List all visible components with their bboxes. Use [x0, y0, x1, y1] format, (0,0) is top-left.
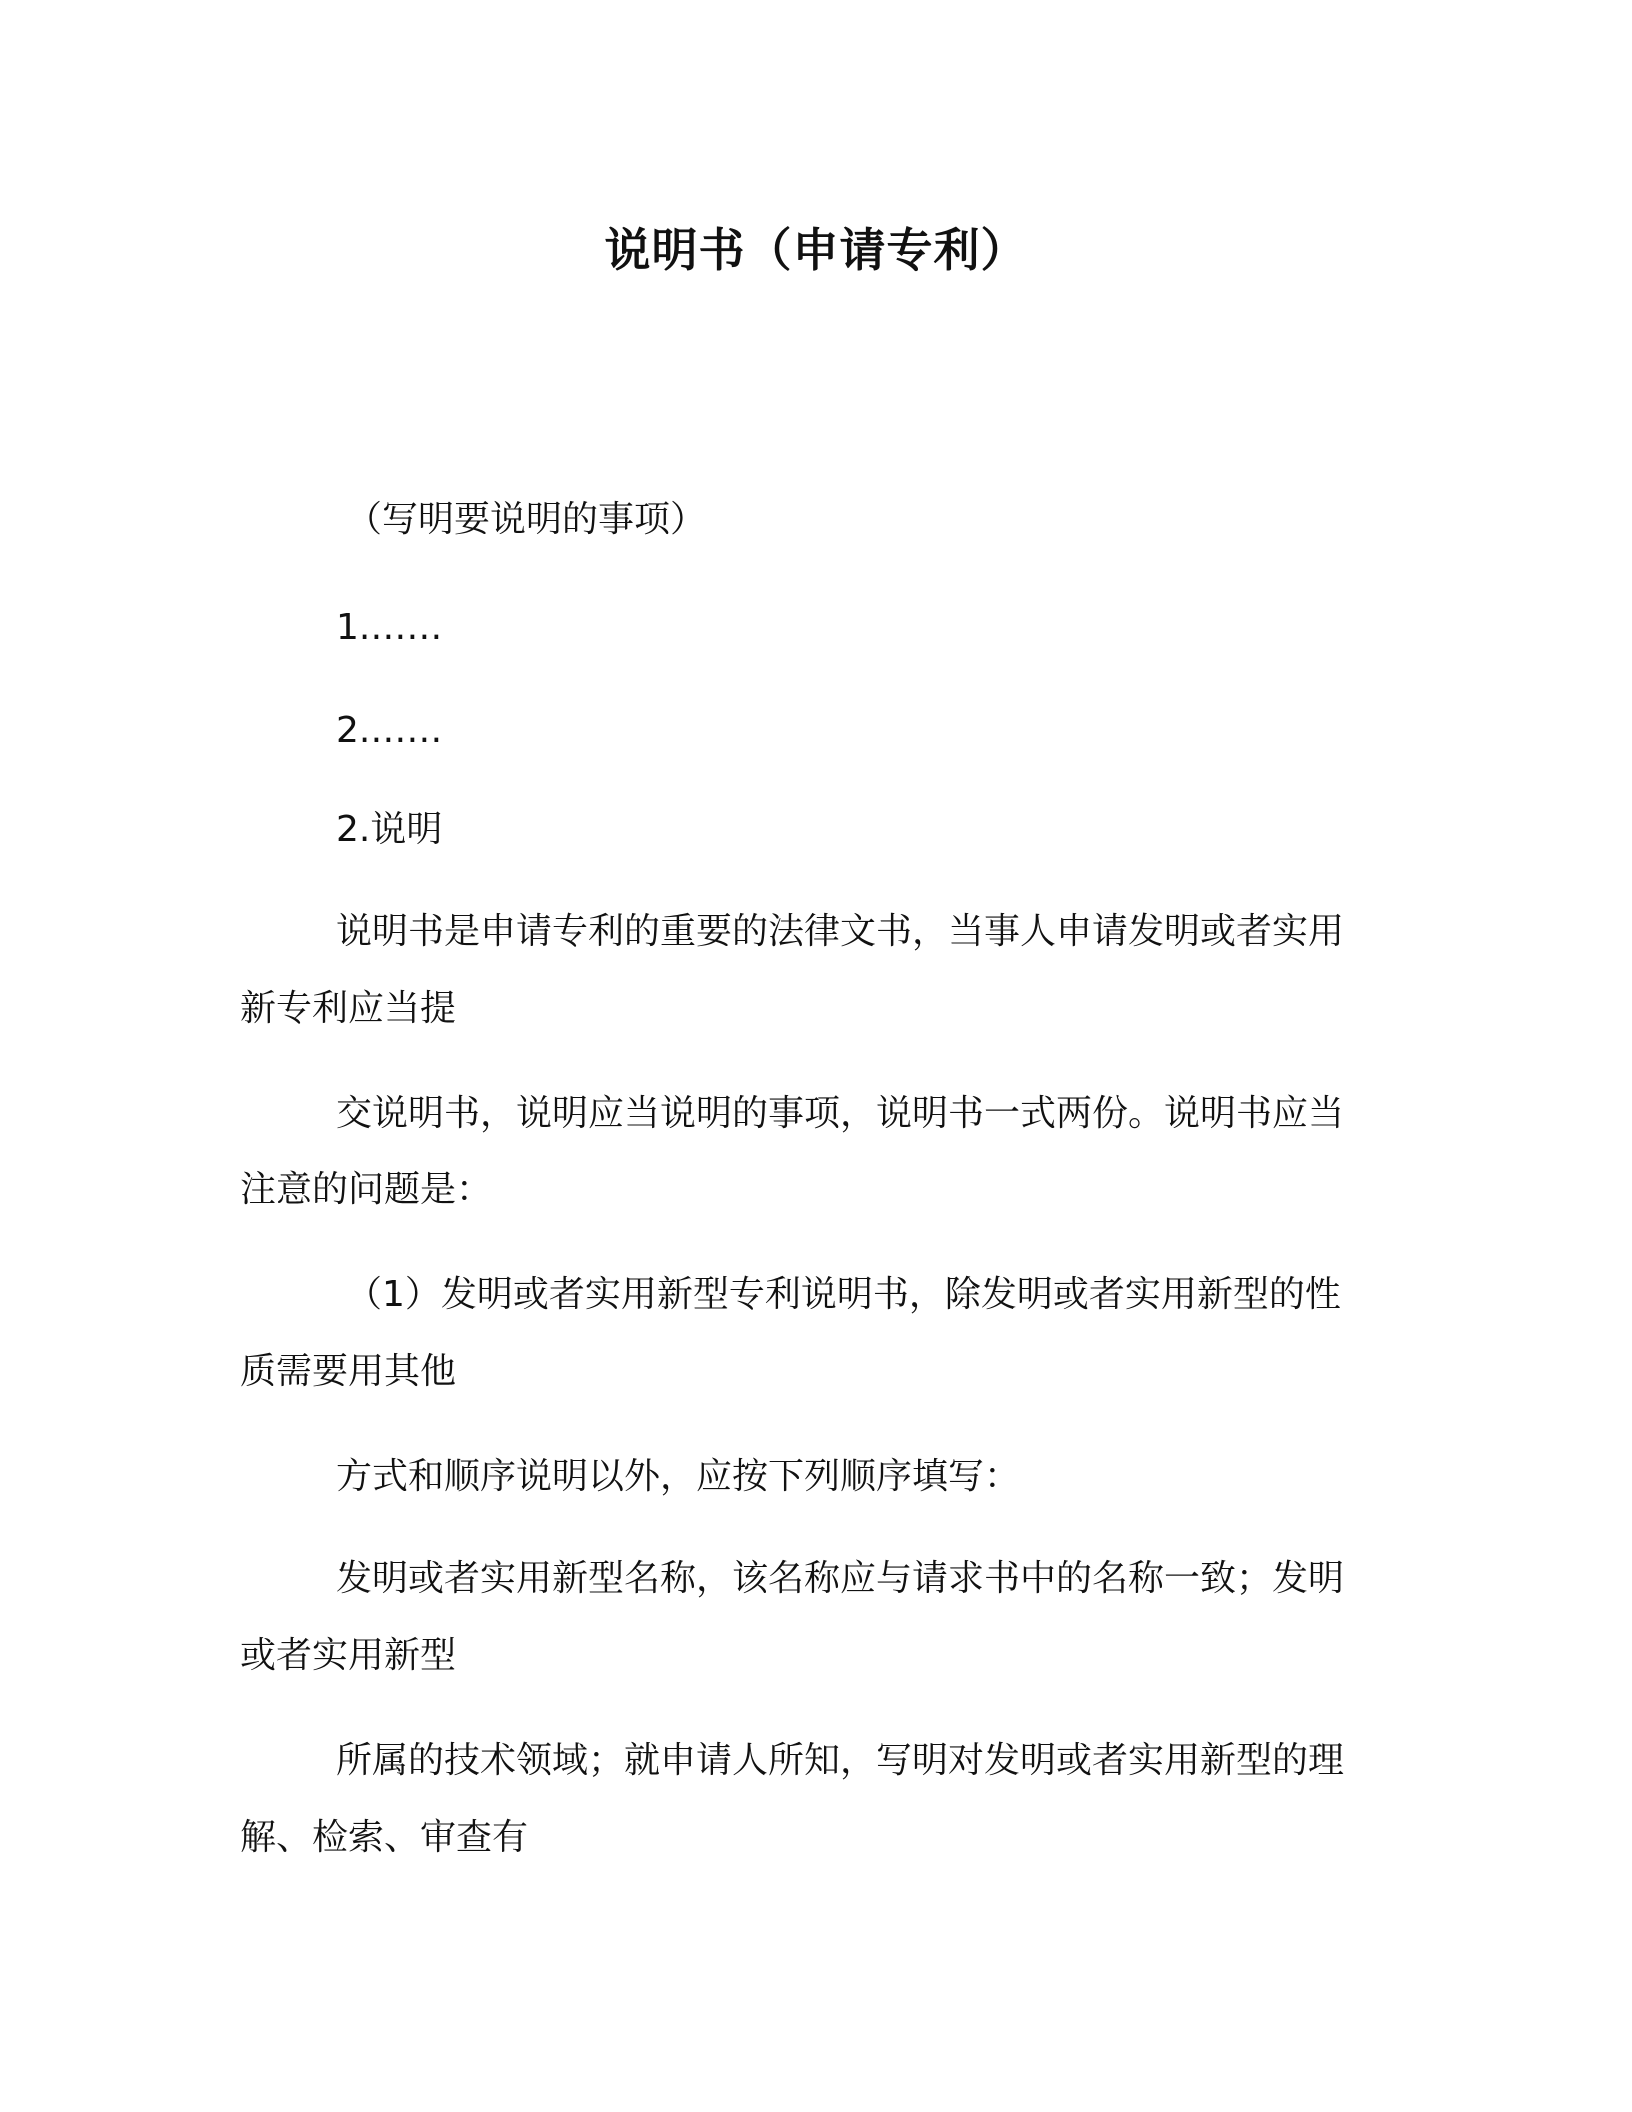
- text-line: 2.……: [336, 710, 443, 751]
- text-line: 新专利应当提: [240, 988, 457, 1029]
- text-line: 方式和顺序说明以外，应按下列顺序填写：: [336, 1456, 1021, 1497]
- text-line: 质需要用其他: [240, 1351, 457, 1392]
- text-line: 2.说明: [336, 809, 443, 850]
- text-line: （1）发明或者实用新型专利说明书，除发明或者实用新型的性: [346, 1274, 1341, 1315]
- text-line: 所属的技术领域；就申请人所知，写明对发明或者实用新型的理: [336, 1740, 1345, 1781]
- document-title: 说明书（申请专利）: [604, 223, 1028, 277]
- text-line: 交说明书，说明应当说明的事项，说明书一式两份。说明书应当: [336, 1093, 1345, 1134]
- text-line: 1.……: [336, 607, 443, 648]
- text-line: 或者实用新型: [240, 1635, 457, 1676]
- text-line: 说明书是申请专利的重要的法律文书，当事人申请发明或者实用: [336, 911, 1345, 952]
- text-line: 解、检索、审查有: [240, 1817, 529, 1858]
- text-line: （写明要说明的事项）: [346, 499, 707, 540]
- text-line: 发明或者实用新型名称，该名称应与请求书中的名称一致；发明: [336, 1558, 1345, 1599]
- text-line: 注意的问题是：: [240, 1169, 493, 1210]
